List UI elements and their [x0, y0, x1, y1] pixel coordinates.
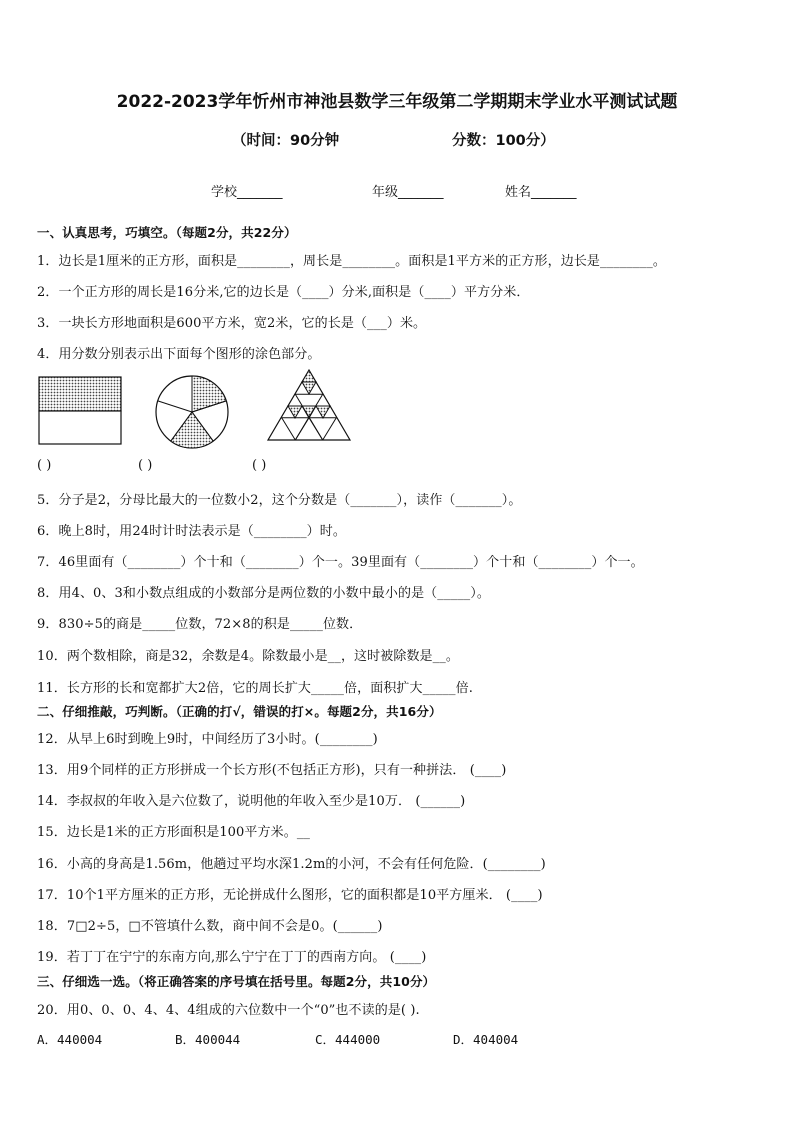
question-15: 15．边长是1米的正方形面积是100平方米。__	[37, 825, 311, 840]
section2-heading: 二、仔细推敲，巧判断。（正确的打√，错误的打×。每题2分，共16分）	[37, 704, 442, 719]
question-4: 4．用分数分别表示出下面每个图形的涂色部分。	[37, 347, 321, 362]
option-a[interactable]: A．440004	[37, 1032, 103, 1047]
section3-heading: 三、仔细选一选。（将正确答案的序号填在括号里。每题2分，共10分）	[37, 974, 436, 989]
option-d[interactable]: D．404004	[453, 1032, 519, 1047]
question-11: 11．长方形的长和宽都扩大2倍，它的周长扩大_____倍，面积扩大_____倍.	[37, 681, 473, 696]
question-10: 10．两个数相除，商是32，余数是4。除数最小是__，这时被除数是__。	[37, 649, 459, 664]
exam-time: （时间：90分钟	[232, 133, 340, 149]
figure-circle	[154, 374, 230, 450]
question-18: 18．7□2÷5，□不管填什么数，商中间不会是0。(______)	[37, 919, 383, 934]
question-7: 7．46里面有（________）个十和（________）个一。39里面有（________）个十和（________）个一。	[37, 555, 644, 570]
school-field: 学校_______	[211, 185, 283, 200]
answer-blank-figure-3[interactable]: ( )	[252, 458, 267, 473]
question-8: 8．用4、0、3和小数点组成的小数部分是两位数的小数中最小的是（_____）。	[37, 586, 490, 601]
question-16: 16．小高的身高是1.56m，他趟过平均水深1.2m的小河，不会有任何危险．(________)	[37, 857, 546, 872]
question-20: 20．用0、0、0、4、4、4组成的六位数中一个“0”也不读的是( ).	[37, 1003, 420, 1018]
question-1: 1．边长是1厘米的正方形，面积是________，周长是________。面积是1平方米的正方形，边长是________。	[37, 254, 666, 269]
question-3: 3．一块长方形地面积是600平方米，宽2米，它的长是（___）米。	[37, 316, 427, 331]
question-2: 2．一个正方形的周长是16分米,它的边长是（____）分米,面积是（____）平方分米．	[37, 285, 530, 300]
figure-rectangle	[38, 376, 122, 446]
name-field: 姓名_______	[505, 185, 577, 200]
question-6: 6．晚上8时，用24时计时法表示是（________）时。	[37, 524, 346, 539]
question-17: 17．10个1平方厘米的正方形，无论拼成什么图形，它的面积都是10平方厘米． (____)	[37, 888, 543, 903]
exam-score: 分数：100分）	[452, 133, 555, 149]
question-9: 9．830÷5的商是_____位数，72×8的积是_____位数．	[37, 617, 363, 632]
question-5: 5．分子是2，分母比最大的一位数小2，这个分数是（_______），读作（_______）。	[37, 493, 522, 508]
option-c[interactable]: C．444000	[315, 1032, 381, 1047]
answer-blank-figure-2[interactable]: ( )	[138, 458, 153, 473]
question-13: 13．用9个同样的正方形拼成一个长方形(不包括正方形)，只有一种拼法． (____)	[37, 763, 507, 778]
page-title: 2022-2023学年忻州市神池县数学三年级第二学期期末学业水平测试试题	[116, 92, 678, 112]
question-12: 12．从早上6时到晚上9时，中间经历了3小时。(________)	[37, 732, 378, 747]
question-19: 19．若丁丁在宁宁的东南方向,那么宁宁在丁丁的西南方向。 (____)	[37, 950, 427, 965]
grade-field: 年级_______	[372, 185, 444, 200]
question-14: 14．李叔叔的年收入是六位数了，说明他的年收入至少是10万． (______)	[37, 794, 466, 809]
option-b[interactable]: B．400044	[175, 1032, 241, 1047]
section1-heading: 一、认真思考，巧填空。（每题2分，共22分）	[37, 225, 297, 240]
answer-blank-figure-1[interactable]: ( )	[37, 458, 52, 473]
figure-triangle	[266, 368, 352, 442]
